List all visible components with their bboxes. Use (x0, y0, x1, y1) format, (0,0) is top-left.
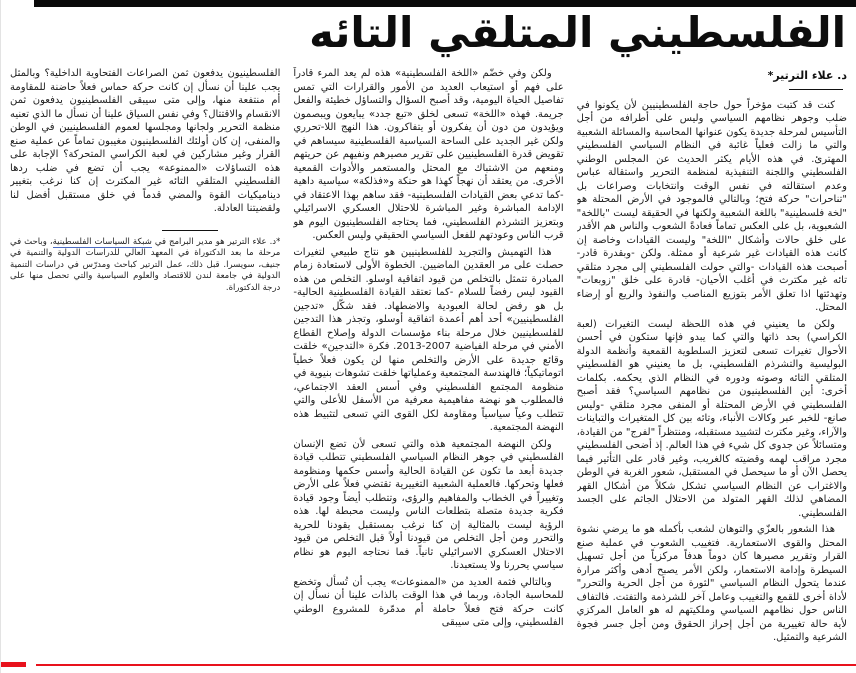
article-paragraph: هذا الشعور بالعزّي والتوهان لشعب بأكمله هو ما يرضي نشوة المحتل والقوى الاستعمارية. فتغييب الشعوب في عملية صنع القرار وتقرير مصيرها كان دوماً هدفاً مركزياً من أجل تسهيل السيطرة وإدامة الاستعمار، ولكن الأمر يصبح أدهى وأكثر مرارة عندما يتحول النظام السياسي "لثورة من أجل الحرية والتحرر" لأداة أخرى للقمع والتغييب وعامل آخر للشرذمة والتفتت. فالتفاف الناس حول نظامهم السياسي وملكيتهم له هو العامل المركزي لأية حالة تغييرية من أجل إحراز الحقوق ومن أجل جسر فجوة الشرعية والتمثيل. (576, 524, 847, 643)
byline-rule (789, 89, 843, 90)
article-paragraph: وبالتالي فثمة العديد من «الممنوعات» يجب أن تُسأل وتخضع للمحاسبة الجادة، وربما في هذا الوقت بالذات علينا أن نسأل إن كانت حركة فتح فعلاً حاملة أم مدمّرة للمشروع الوطني الفلسطيني، وإلى متى سيبقى (293, 576, 564, 628)
footnote-text: *د. علاء الترتير هو مدير البرامج في (151, 236, 281, 247)
masthead-rule (34, 0, 856, 7)
byline-author: د. علاء الترتير* (767, 69, 847, 82)
footnote-text: ، وباحث في مرحلة ما بعد الدكتوراة في المعهد العالي للدراسات الدولية والتنمية في جنيف، سويسرا. قبل ذلك، عمل الترتير كباحث ومدرّس في دراسات التنمية الدولية في جامعة لندن للاقتصاد والعلوم السياسية والتي تحصل منها على درجة الدكتوراة. (10, 236, 281, 293)
footnote-rule (162, 230, 218, 231)
article-column-right (577, 67, 847, 655)
footnote-block (10, 230, 280, 295)
article-paragraph: الفلسطينيون يدفعون ثمن الصراعات الفتحاوية الداخلية؟ وبالمثل يجب علينا أن نسأل إن كانت حركة حماس فعلاً حاضنة للمقاومة أم منتفعة منها، وإلى متى سيبقى الفلسطينيون يدفعون ثمن الانقسام والاقتتال؟ وفي نفس السياق علينا أن نسأل ما الذي تعنيه منظمة التحرير ولجانها ومجلسها لعموم الفلسطينيين في الوطن والمنفى، إن كان أولئك الفلسطينيون مغيبون تماماً عن عملية صنع القرار وغير مشاركين في لعبة الكراسي المتحركة؟ الإجابة على هذه التساؤلات «الممنوعة» يجب أن تضع في ضلب ردها الفلسطيني المتلقي التائه غير المكترث إن كنا نرغب بتغيير ديناميكيات القوة والمضي قدماً في خلق مستقبل أفضل لنا ولقضيتنا العادلة. (10, 68, 281, 214)
footnote-link[interactable]: شبكة السياسات الفلسطينية (52, 236, 152, 247)
article-paragraph: كنت قد كتبت مؤخراً حول حاجة الفلسطينيين لأن يكونوا في ضلب وجوهر نظامهم السياسي وليس على أطرافه من أجل التأسيس لمرحلة جديدة يكون عنوانها المحاسبة والمسائلة الشعبية والتي ما زالت فعلياً غائبة في النظام السياسي الفلسطيني المهترئ. في هذه الأيام يكثر الحديث عن المجلس الوطني الفلسطيني واللجنة التنفيذية لمنظمة التحرير واستقالة عباس وعدم استقالته في نفس الوقت وانتخابات وصراعات بل "تناحرات" حركة فتح؛ وبالتالي فالموجود في الأرض المحتلة هو "لخة فلسطينية" باللغة الشعبية ولكنها في الحقيقة ليست "باللخة" الشعبوية، بل على العكس تماماً فعادةً الشعوب والناس هم الأقدر على خلق حالات وأشكال "اللخة" وليست القيادات وخاصة إن كانت هذه القيادات غير شرعية أو ممثلة. ولكن -وبقدرة قادر- أصبحت هذه القيادات -والتي حولت الفلسطيني إلى مجرد متلقي تائه غير مكترث في أغلب الأحيان- قادرة على خلق "زوبعات" وتهدئتها اذا تعلق الأمر بتوزيع المناصب والنفوذ والريع أو إرضاء المحتل. (576, 99, 847, 313)
article-paragraph: ولكن النهضة المجتمعية هذه والتي تسعى لأن تضع الإنسان الفلسطيني في جوهر النظام السياسي الفلسطيني تتطلب قيادة جديدة أبعد ما تكون عن القيادة الحالية وأسس حكمها ومنظومة فعلها وتحركها. فالعملية الشعبية التغييرية تقتضي فعلاً على الأرض وتغييراً في الخطاب والمفاهيم والرؤى، وتتطلب أيضاً وجود قيادة فكرية جديدة متصلة بتطلعات الناس وليست محبطة لها. هذه الرؤية ليست بالمثالية إن كنا نرغب بمستقبل يقودنا للحرية والتحرر ومن أجل التخلص من قيودنا أولاً قبل التخلص من قيود الاحتلال العسكري الاسرائيلي ثانياً. فما نحتاجه اليوم هو نظام سياسي يحررنا ولا يستعبدنا. (293, 438, 564, 571)
byline-block (577, 67, 847, 90)
page-title: الفلسطيني المتلقي التائه (309, 8, 846, 57)
footer-accent-bar (1, 662, 26, 667)
article-column-left (10, 67, 280, 655)
footer-rule (36, 664, 856, 666)
article-columns (10, 67, 847, 655)
article-paragraph: هذا التهميش والتجريد للفلسطينيين هو نتاج طبيعي لتغيرات حصلت على مر العقدين الماضيين. الخطوة الأولى لاستعادة زمام المبادرة تتمثل بالتخلص من قيود اتفاقية اوسلو. التخلص من هذه القيود ليس رفضاً للسلام -كما تعتقد القيادة الفلسطينية الحالية- بل هو رفض لحالة العبودية والاضطهاد. فقد شكّل «تدجين الفلسطينيين» أحد أهم أعمدة اتفاقية أوسلو، وتجذر هذا التدجين للفلسطينيين خلال مرحلة بناء مؤسسات الدولة وإصلاح القطاع الأمني في مرحلة الفياضية 2007-2013. فكرة «التدجين» خلقت وقائع جديدة على الأرض والتخلص منها لن يكون فعلاً خطياً اتوماتيكياً؛ فالهندسة المجتمعية وعملياتها خلقت تشوهات بنيوية في منظومة المجتمع الفلسطيني وفي أسس العقد الاجتماعي، فالمطلوب هو نهضة مفاهيمية معرفية من الأسفل للأعلى والتي تتطلب وعياً سياسياً ومقاومة لكل القوى التي تسعى لتثبيط هذه النهضة المجتمعية. (293, 246, 564, 433)
article-paragraph: ولكن وفي خضّم «اللخة الفلسطينية» هذه لم يعد المرء قادراً على فهم أو استيعاب العديد من الأمور والقرارات التي تمس تفاصيل الحياة اليومية، وقد أصبح السؤال والتساؤل خطيئة والفعل جريمة. فهذه «اللخة» تسعى لخلق «تبع جدد» يبايعون ويبصمون ويؤيدون من دون أن يفكرون أو يتفاكرون. هذا النهج اللا-تحرري ولكن غير الجديد على الساحة السياسية الفلسطينية سيساهم في تقويض قدرة الفلسطينيين على تقرير مصيرهم ونفيهم عن حريتهم ومنعهم من الاشتباك مع المحتل والمستعمر والأدوات القمعية الأخرى. من يعتقد أن نهجاً كهذا هو حنكة و«فذلكة» سياسية داهية -كما تدعي بعض القيادات الفلسطينية- فقد ساهم بهذا الاعتقاد في الإدامة المباشرة وغير المباشرة للاحتلال العسكري الاسرائيلي وبتعزيز التشرذم الفلسطيني، فما يحتاجه الفلسطينيون اليوم هو قرب الناس وعودتهم للفعل السياسي الحقيقي وليس العكس. (293, 68, 564, 241)
article-paragraph: ولكن ما يعنيني في هذه اللحظة ليست التغيرات (لعبة الكراسي) بحد ذاتها والتي كما يبدو فإنها ستكون في أحسن الأحوال تغيرات تسعى لتعزيز السلطوية القمعية وأنظمة الدولة البوليسية والتشرذم الفلسطيني، بل ما يعنيني هو الفلسطيني المتلقي التائه وصوته ودوره في النظام الذي يحكمه. بكلمات أخرى: أين الفلسطينيون من نظامهم السياسي؟ فقد أصبح الفلسطيني في الأرض المحتلة أو المنفى مجرد متلقي -وليس صانع- للخبر عبر وكالات الأنباء، وتائه بين كل المتغيرات والتباينات والآراء، وغير مكترث لتشييد مستقبله، ومنتظراً "لفرج" من القيادة، ومتسائلاً عن جدوى كل شيء في هذا العالم. إذ أضحى الفلسطيني مجرد مراقب لهمه وقضيته كالغريب، وغير قادر على التأثير فيما يحصل الآن أو ما سيحصل في المستقبل، شعور الغربة في الوطن والاغتراب عن النظام السياسي تشكل شكلاً من أشكال القهر المضاهي لذلك القهر المتولد من الاحتلال الجاثم على الجسد الفلسطيني. (576, 318, 847, 519)
article-column-middle (293, 67, 563, 655)
